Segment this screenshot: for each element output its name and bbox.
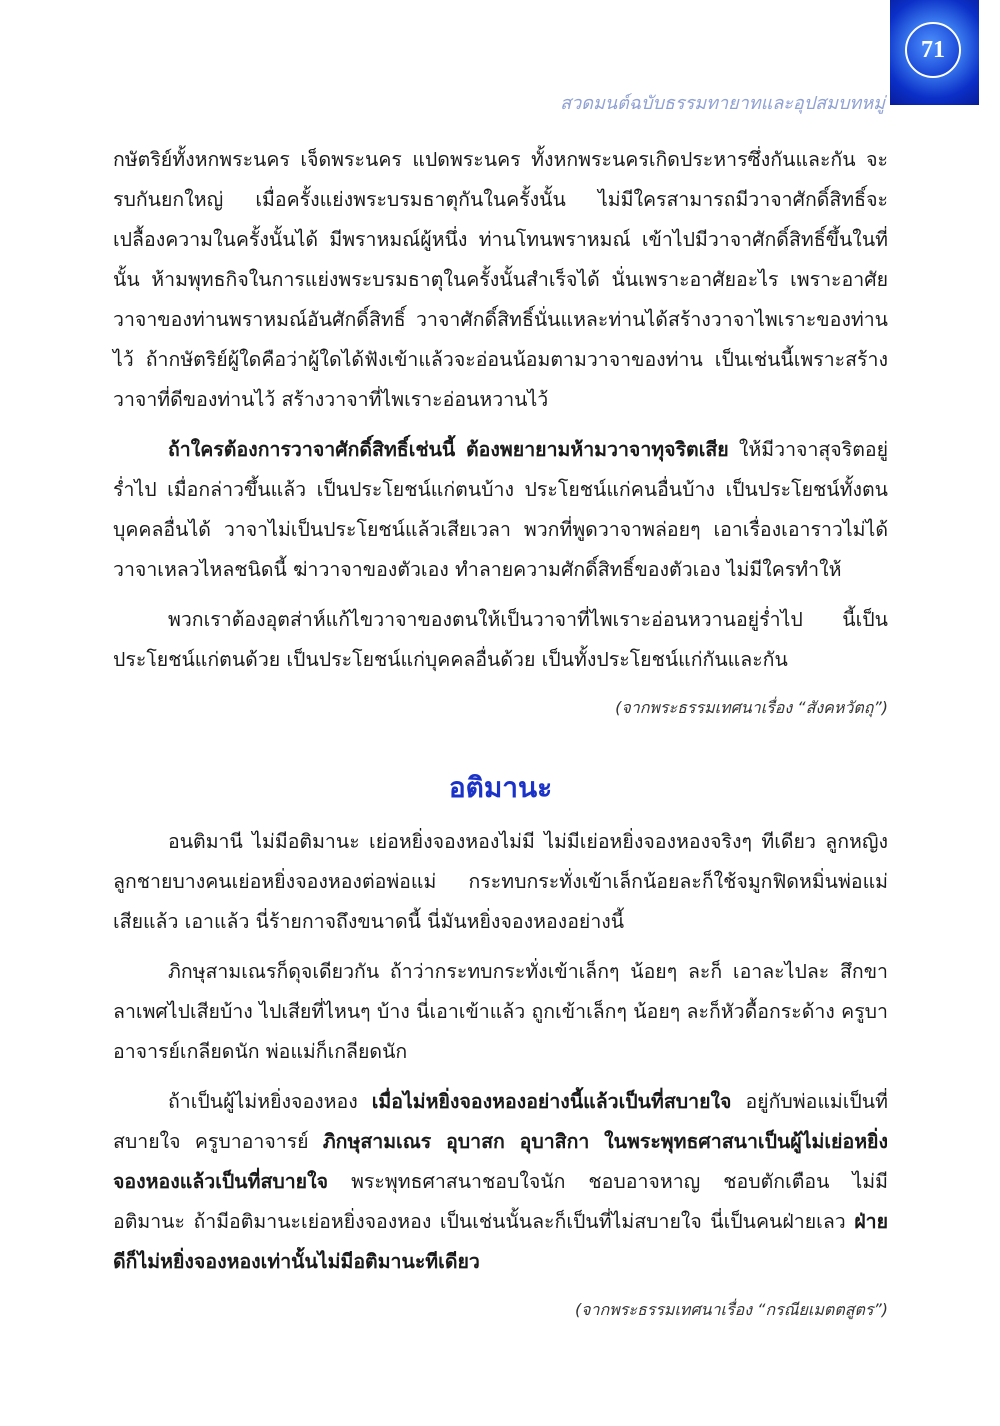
page-number: 71 [905,22,961,78]
paragraph-6-b: เมื่อไม่หยิ่งจองหองอย่างนี้แล้วเป็นที่สบายใจ [371,1090,732,1113]
paragraph-6-c: อยู่กับพ่อแม่เป็นที่สบายใจ ครูบาอาจารย์ [113,1090,888,1153]
source-citation-1: (จากพระธรรมเทศนาเรื่อง “สังคหวัตถุ”) [615,698,888,717]
paragraph-1: กษัตริย์ทั้งหกพระนคร เจ็ดพระนคร แปดพระนคร ทั้งหกพระนครเกิดประหารซึ่งกันและกัน จะรบกันยกใหญ่ เมื่อครั้งแย่งพระบรมธาตุกันในครั้งนั้น ไม่มีใครสามารถมีวาจาศักดิ์สิทธิ์จะเปลื้องความในครั้งนั้นได้ มีพราหมณ์ผู้หนึ่ง ท่านโทนพราหมณ์ เข้าไปมีวาจาศักดิ์สิทธิ์ขึ้นในที่นั้น ห้ามพุทธกิจในการแย่งพระบรมธาตุในครั้งนั้นสำเร็จได้ นั่นเพราะอาศัยอะไร เพราะอาศัยวาจาของท่านพราหมณ์อันศักดิ์สิทธิ์ วาจาศักดิ์สิทธิ์นั่นแหละท่านได้สร้างวาจาไพเราะของท่านไว้ ถ้ากษัตริย์ผู้ใดคือว่าผู้ใดได้ฟังเข้าแล้วจะอ่อนน้อมตามวาจาของท่าน เป็นเช่นนี้เพราะสร้างวาจาที่ดีของท่านไว้ สร้างวาจาที่ไพเราะอ่อนหวานไว้ [113,148,888,411]
paragraph-6 [113,1082,888,1282]
paragraph-6-f: ฝ่ายดีก็ไม่หยิ่งจองหองเท่านั้นไม่มีอติมานะทีเดียว [113,1210,888,1273]
paragraph-4: อนติมานี ไม่มีอติมานะ เย่อหยิ่งจองหองไม่มี ไม่มีเย่อหยิ่งจองหองจริงๆ ทีเดียว ลูกหญิงลูกชายบางคนเย่อหยิ่งจองหองต่อพ่อแม่ กระทบกระทั่งเข้าเล็กน้อยละก็ใช้จมูกฟิดหมิ่นพ่อแม่เสียแล้ว เอาแล้ว นี่ร้ายกาจถึงขนาดนี้ นี่มันหยิ่งจองหองอย่างนี้ [113,830,888,933]
page-number-badge [890,0,979,105]
source-citation-2: (จากพระธรรมเทศนาเรื่อง “กรณียเมตตสูตร”) [574,1300,888,1319]
section-title: อติมานะ [448,771,553,804]
paragraph-2-rest: ให้มีวาจาสุจริตอยู่ร่ำไป เมื่อกล่าวขึ้นแล้ว เป็นประโยชน์แก่ตนบ้าง ประโยชน์แก่คนอื่นบ้าง เป็นประโยชน์ทั้งตนบุคคลอื่นได้ วาจาไม่เป็นประโยชน์แล้วเสียเวลา พวกที่พูดวาจาพล่อยๆ เอาเรื่องเอาราวไม่ได้ วาจาเหลวไหลชนิดนี้ ฆ่าวาจาของตัวเอง ทำลายความศักดิ์สิทธิ์ของตัวเอง ไม่มีใครทำให้ [113,438,888,581]
paragraph-5: ภิกษุสามเณรก็ดุจเดียวกัน ถ้าว่ากระทบกระทั่งเข้าเล็กๆ น้อยๆ ละก็ เอาละไปละ สึกขาลาเพศไปเสียบ้าง ไปเสียที่ไหนๆ บ้าง นี่เอาเข้าแล้ว ถูกเข้าเล็กๆ น้อยๆ ละก็หัวดื้อกระด้าง ครูบาอาจารย์เกลียดนัก พ่อแม่ก็เกลียดนัก [113,960,888,1063]
paragraph-2-bold: ถ้าใครต้องการวาจาศักดิ์สิทธิ์เช่นนี้ ต้องพยายามห้ามวาจาทุจริตเสีย [168,438,729,461]
paragraph-6-a: ถ้าเป็นผู้ไม่หยิ่งจองหอง [168,1090,372,1113]
paragraph-6-d: ภิกษุสามเณร อุบาสก อุบาสิกา ในพระพุทธศาสนาเป็นผู้ไม่เย่อหยิ่งจองหองแล้วเป็นที่สบายใจ [113,1130,888,1193]
paragraph-2 [113,430,888,590]
running-header: สวดมนต์ฉบับธรรมทายาทและอุปสมบทหมู่ [560,93,885,114]
body-text [113,140,888,1330]
paragraph-3: พวกเราต้องอุตส่าห์แก้ไขวาจาของตนให้เป็นวาจาที่ไพเราะอ่อนหวานอยู่ร่ำไป นี้เป็นประโยชน์แก่ตนด้วย เป็นประโยชน์แก่บุคคลอื่นด้วย เป็นทั้งประโยชน์แก่กันและกัน [113,608,888,671]
paragraph-6-e: พระพุทธศาสนาชอบใจนัก ชอบอาจหาญ ชอบตักเตือน ไม่มีอติมานะ ถ้ามีอติมานะเย่อหยิ่งจองหอง เป็นเช่นนั้นละก็เป็นที่ไม่สบายใจ นี่เป็นคนฝ่ายเลว [113,1170,888,1233]
